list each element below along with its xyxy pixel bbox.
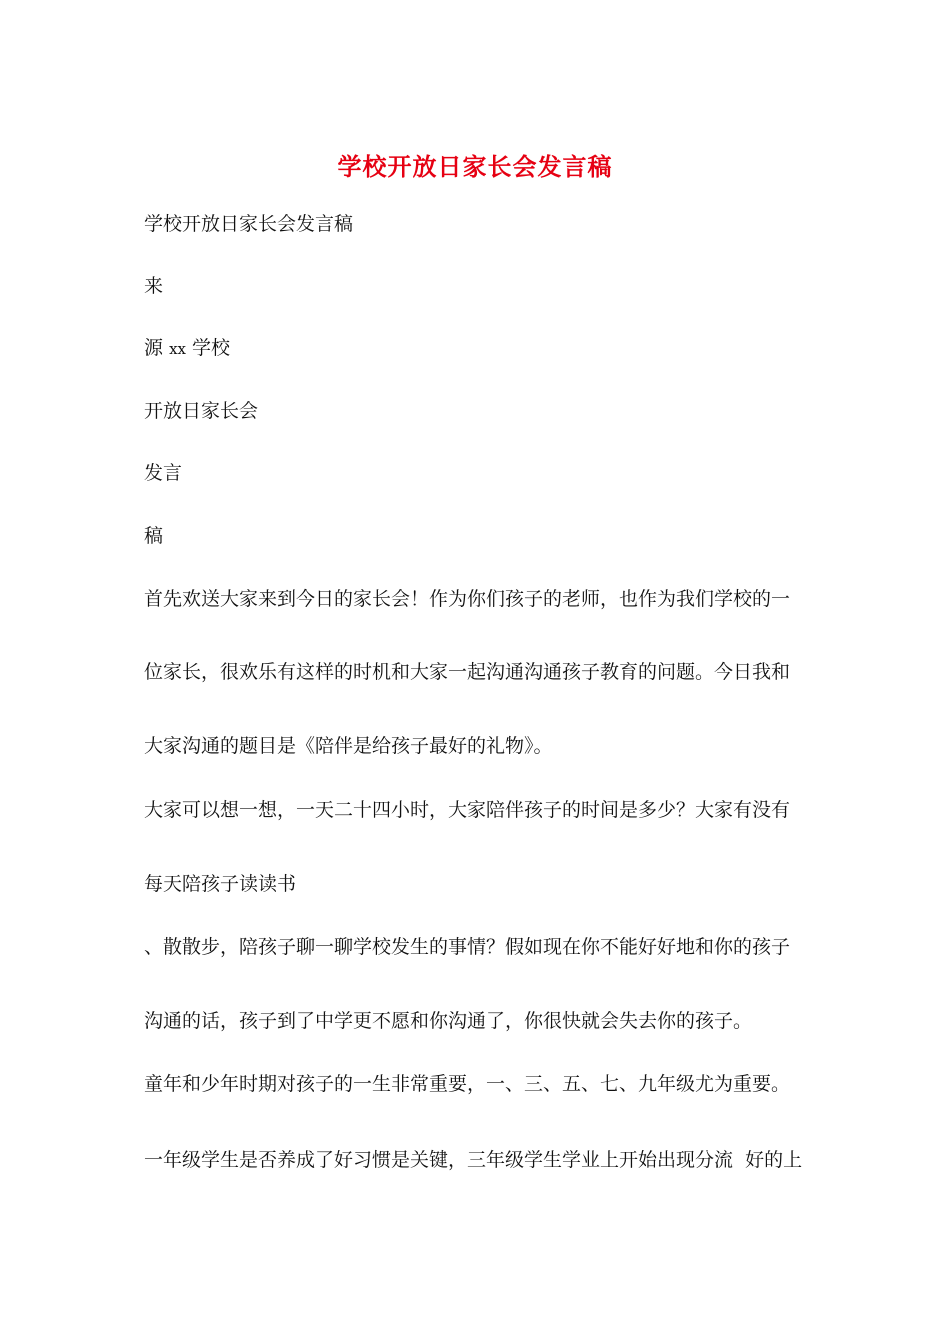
source-line-3: 开放日家长会 — [144, 400, 259, 422]
paragraph-line: 位家长，很欢乐有这样的时机和大家一起沟通沟通孩子教育的问题。今日我和 — [144, 661, 791, 683]
paragraph-line: 沟通的话，孩子到了中学更不愿和你沟通了，你很快就会失去你的孩子。 — [144, 1010, 753, 1032]
source-placeholder: xx — [169, 340, 186, 358]
document-title: 学校开放日家长会发言稿 — [337, 152, 613, 181]
subtitle-line: 学校开放日家长会发言稿 — [144, 213, 354, 235]
source-line-1: 来 — [144, 275, 164, 297]
source-suffix: 学校 — [192, 337, 231, 359]
paragraph-line: 童年和少年时期对孩子的一生非常重要，一、三、五、七、九年级尤为重要。 — [144, 1073, 791, 1095]
paragraph-line: 大家沟通的题目是《陪伴是给孩子最好的礼物》。 — [144, 735, 553, 757]
paragraph-line: 、散散步，陪孩子聊一聊学校发生的事情？假如现在你不能好好地和你的孩子 — [144, 936, 791, 958]
paragraph-line: 大家可以想一想，一天二十四小时，大家陪伴孩子的时间是多少？大家有没有 — [144, 799, 791, 821]
source-line-2 — [144, 335, 230, 362]
source-line-5: 稿 — [144, 525, 164, 547]
paragraph-line: 每天陪孩子读读书 — [144, 873, 297, 895]
paragraph-line: 首先欢送大家来到今日的家长会！作为你们孩子的老师，也作为我们学校的一 — [144, 588, 791, 610]
source-prefix: 源 — [144, 337, 164, 359]
source-line-4: 发言 — [144, 462, 183, 484]
paragraph-line: 一年级学生是否养成了好习惯是关键，三年级学生学业上开始出现分流 好的上 — [144, 1149, 803, 1171]
